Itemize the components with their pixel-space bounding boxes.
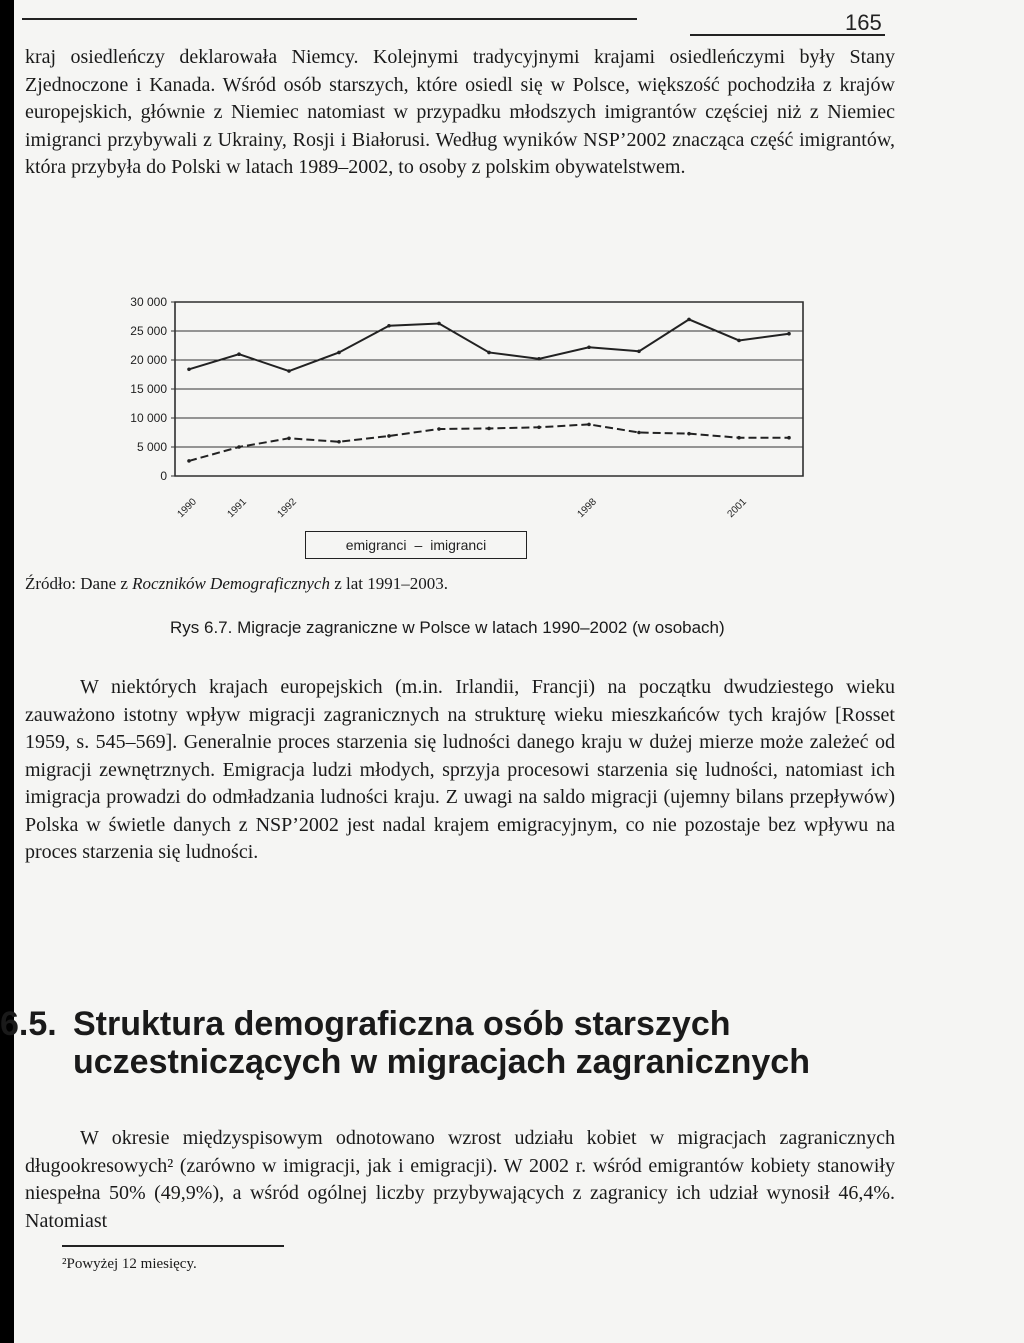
figure-source [25, 574, 448, 594]
legend-imigranci: imigranci [430, 537, 487, 553]
scan-edge [0, 0, 14, 1343]
paragraph-section: W okresie międzyspisowym odnotowano wzrost udziału kobiet w migracjach zagranicznych długookresowych² (zarówno w imigracji, jak i emigracji). W 2002 r. wśród emigrantów kobiety stanowiły niespełna 50% (49,9%), a wśród ogólnej liczby przybywających z zagranicy ich udział wynosił 46,4%. Natomiast [25, 1127, 895, 1232]
section-heading [0, 1005, 893, 1081]
section-number: 6.5. [0, 1005, 57, 1043]
x-tick-label: 1992 [275, 496, 299, 520]
y-tick-label: 25 000 [130, 324, 167, 338]
data-point-emigranci [187, 367, 191, 371]
data-point-emigranci [287, 369, 291, 373]
y-tick-label: 20 000 [130, 353, 167, 367]
data-point-emigranci [387, 324, 391, 328]
data-point-imigranci [437, 427, 441, 431]
data-point-imigranci [737, 436, 741, 440]
footnote: ²Powyżej 12 miesięcy. [62, 1256, 197, 1272]
y-tick-label: 10 000 [130, 411, 167, 425]
data-point-emigranci [437, 322, 441, 326]
data-point-emigranci [537, 357, 541, 361]
legend-separator: – [414, 537, 423, 553]
data-point-emigranci [737, 339, 741, 343]
data-point-imigranci [587, 423, 591, 427]
page-number: 165 [845, 10, 882, 35]
source-prefix: Źródło: Dane z [25, 574, 133, 593]
y-tick-label: 0 [160, 469, 167, 483]
data-point-imigranci [187, 459, 191, 463]
data-point-emigranci [787, 332, 791, 336]
data-point-imigranci [637, 431, 641, 435]
migration-chart [115, 292, 815, 527]
source-title: Roczników Demograficznych [132, 574, 330, 593]
paragraph-body: W niektórych krajach europejskich (m.in. Irlandii, Francji) na początku dwudziestego wieku zauważono istotny wpływ migracji zagranicznych na strukturę wieku mieszkańców tych krajów [Rosset 1959, s. 545–569]. Generalnie proces starzenia się ludności danego kraju w dużej mierze może zależeć od migracji zewnętrznych. Emigracja ludzi młodych, sprzyja procesowi starzenia się ludności, natomiast ich imigracja prowadzi do odmładzania ludności kraju. Z uwagi na saldo migracji (ujemny bilans przepływów) Polska w świetle danych z NSP’2002 jest nadal krajem emigracyjnym, co nie pozostaje bez wpływu na proces starzenia się ludności. [25, 676, 895, 863]
legend-emigranci: emigranci [345, 537, 407, 553]
footnote-rule [62, 1245, 284, 1247]
y-tick-label: 15 000 [130, 382, 167, 396]
x-tick-label: 1991 [225, 496, 249, 520]
series-line-emigranci [189, 319, 789, 371]
data-point-emigranci [587, 345, 591, 349]
data-point-imigranci [687, 432, 691, 436]
data-point-imigranci [787, 436, 791, 440]
data-point-imigranci [537, 425, 541, 429]
paragraph-intro: kraj osiedleńczy deklarowała Niemcy. Kolejnymi tradycyjnymi krajami osiedleńczymi były Stany Zjednoczone i Kanada. Wśród osób starszych, które osiedl się w Polsce, większość pochodziła z krajów europejskich, głównie z Niemiec natomiast w przypadku młodszych imigrantów częściej niż z Niemiec imigranci przybywali z Ukrainy, Rosji i Białorusi. Według wyników NSP’2002 znacząca część imigrantów, która przybyła do Polski w latach 1989–2002, to osoby z polskim obywatelstwem. [25, 46, 895, 178]
section-title: Struktura demograficzna osób starszych uczestniczących w migracjach zagranicznych [73, 1005, 810, 1081]
data-point-emigranci [337, 351, 341, 355]
figure-caption: Rys 6.7. Migracje zagraniczne w Polsce w latach 1990–2002 (w osobach) [170, 618, 725, 637]
data-point-imigranci [337, 440, 341, 444]
x-tick-label: 1998 [575, 496, 599, 520]
chart-svg [115, 292, 815, 527]
chart-legend [305, 531, 527, 559]
data-point-emigranci [637, 350, 641, 354]
data-point-emigranci [237, 352, 241, 356]
x-tick-label: 2001 [725, 496, 749, 520]
data-point-imigranci [487, 427, 491, 431]
y-tick-label: 30 000 [130, 295, 167, 309]
data-point-imigranci [237, 445, 241, 449]
data-point-emigranci [487, 351, 491, 355]
data-point-imigranci [287, 437, 291, 441]
header-rule [22, 18, 637, 20]
y-tick-label: 5 000 [136, 440, 167, 454]
data-point-emigranci [687, 318, 691, 322]
data-point-imigranci [387, 434, 391, 438]
x-tick-label: 1990 [175, 496, 199, 520]
source-suffix: z lat 1991–2003. [329, 574, 449, 593]
